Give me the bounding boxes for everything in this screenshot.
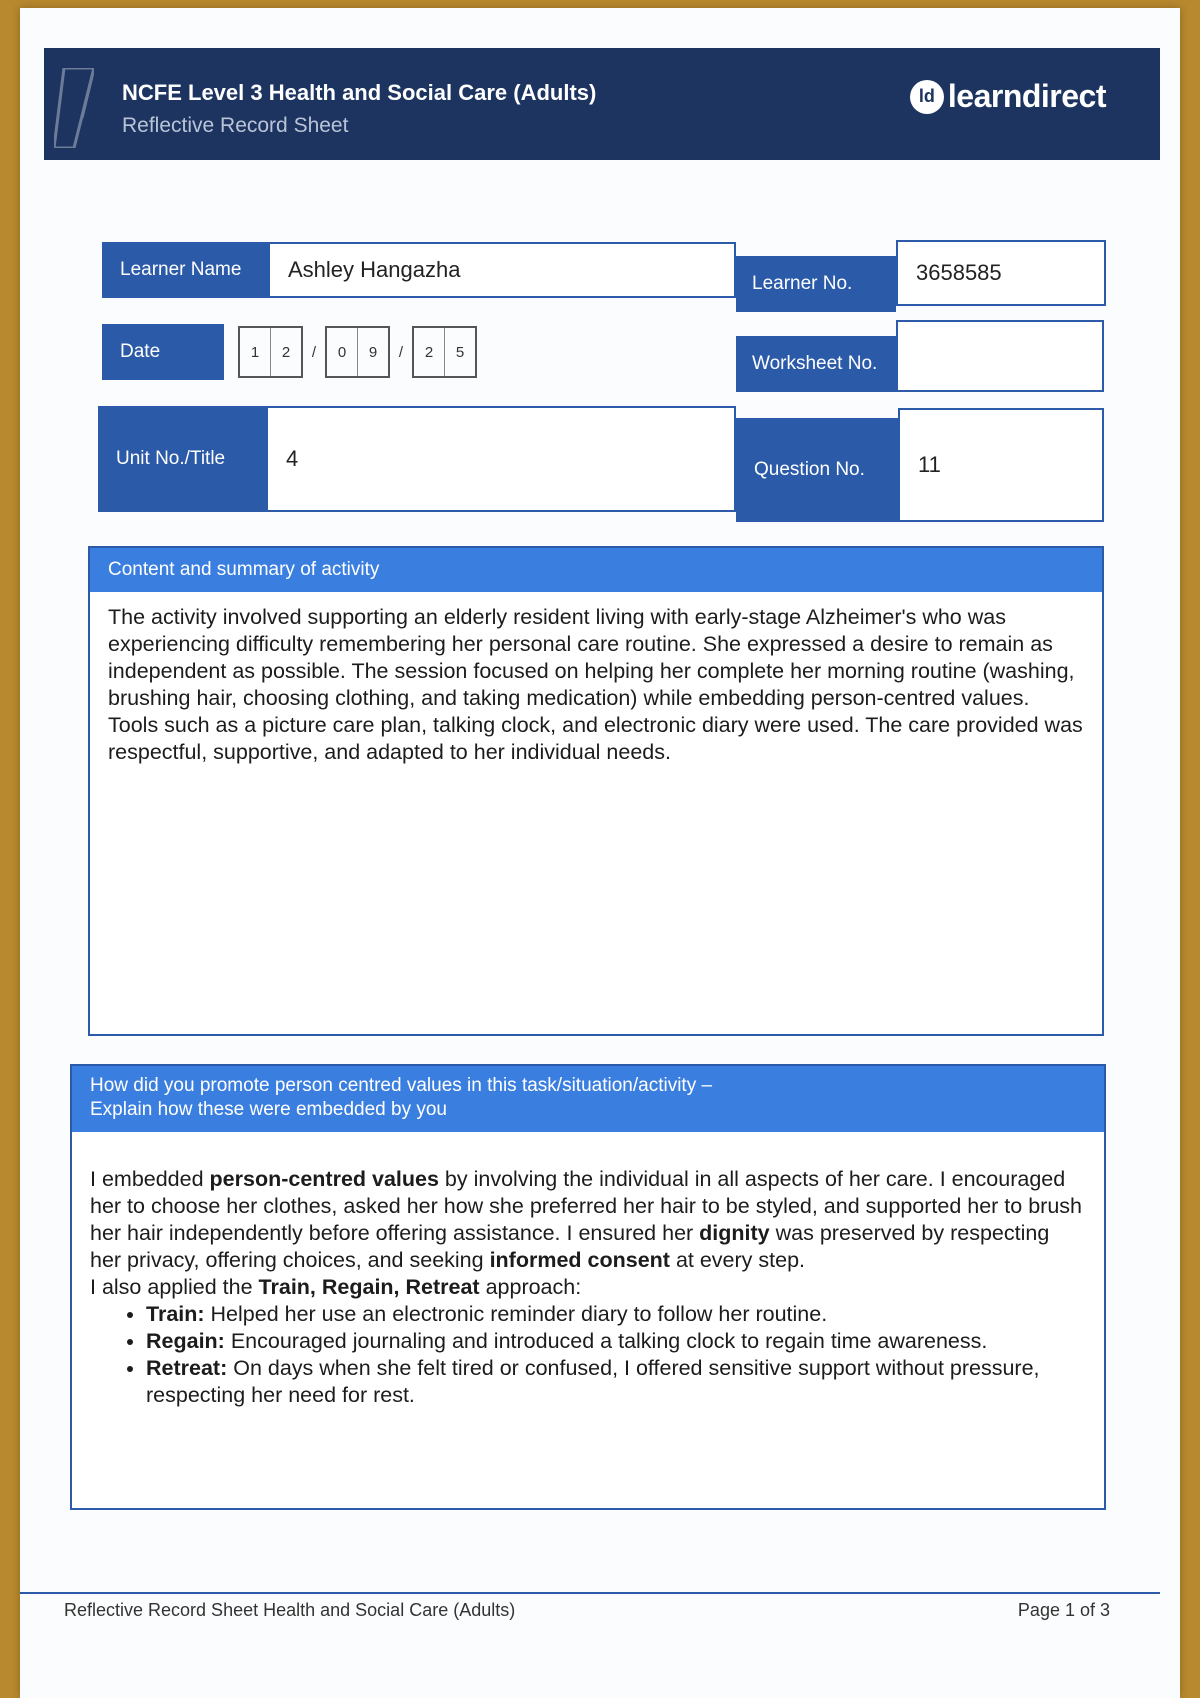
worksheet-no-value [896, 320, 1104, 392]
values-paragraph-1 [90, 1166, 1086, 1274]
bold-term: dignity [699, 1221, 770, 1245]
decorative-stripes [54, 68, 94, 148]
learner-name-value: Ashley Hangazha [270, 242, 736, 298]
date-digit: 2 [424, 343, 434, 361]
date-digit: 5 [444, 328, 475, 376]
document-title: NCFE Level 3 Health and Social Care (Adults) [122, 80, 597, 105]
date-digit: 1 [250, 343, 260, 361]
date-digit: 9 [357, 328, 388, 376]
date-day [238, 326, 303, 378]
learner-no-value: 3658585 [896, 240, 1106, 306]
date-year [412, 326, 477, 378]
summary-body [90, 592, 1102, 778]
learner-no-label: Learner No. [736, 256, 896, 312]
date-month [325, 326, 390, 378]
list-item [146, 1355, 1086, 1409]
values-heading-line2: Explain how these were embedded by you [90, 1099, 448, 1120]
summary-text: The activity involved supporting an elderly resident living with early-stage Alzheimer's who was experiencing difficulty remembering her personal care routine. She expressed a desire to remain as independent as possible. The session focused on helping her complete her morning routine (washing, brushing hair, choosing clothing, and taking medication) while embedding person-centred values. Tools such as a picture care plan, talking clock, and electronic diary were used. The care provided was respectful, supportive, and adapted to her individual needs. [108, 605, 1083, 764]
bullet-text: On days when she felt tired or confused, I offered sensitive support without pressure, respecting her need for rest. [146, 1356, 1040, 1407]
values-body [72, 1132, 1104, 1421]
summary-section [88, 546, 1104, 1036]
text-run: I also applied the [90, 1275, 259, 1299]
bold-term: person-centred values [209, 1167, 439, 1191]
date-label: Date [102, 324, 224, 380]
list-item [146, 1301, 1086, 1328]
footer-page-number: Page 1 of 3 [1017, 1600, 1110, 1620]
learner-name-label: Learner Name [102, 242, 270, 298]
bullet-text: Encouraged journaling and introduced a talking clock to regain time awareness. [224, 1329, 988, 1353]
logo-text: learndirect [947, 78, 1106, 114]
bold-term: Train, Regain, Retreat [258, 1275, 480, 1299]
learndirect-logo [910, 78, 1106, 115]
logo-mark-icon: ld [910, 80, 944, 114]
bullet-term: Train: [146, 1302, 205, 1326]
date-separator: / [398, 343, 404, 361]
values-paragraph-2 [90, 1274, 1086, 1301]
worksheet-no-label: Worksheet No. [736, 336, 896, 392]
document-subtitle: Reflective Record Sheet [122, 114, 349, 137]
date-digit: 2 [270, 328, 301, 376]
question-no-label: Question No. [736, 418, 898, 522]
unit-label: Unit No./Title [98, 406, 268, 512]
bullet-term: Retreat: [146, 1356, 228, 1380]
footer-document-name: Reflective Record Sheet Health and Social Care (Adults) [64, 1600, 516, 1620]
list-item [146, 1328, 1086, 1355]
text-run: by involving the individual in all aspects of her care. I encouraged her to choose her clothes, asked her how she preferred her hair to be styled, and supported her to brush her hair independently before offering assistance. I ensured her [90, 1167, 1082, 1245]
text-run: was preserved by respecting her privacy, offering choices, and seeking [90, 1221, 1050, 1272]
page-header [44, 48, 1160, 160]
approach-list [90, 1301, 1086, 1409]
bullet-term: Regain: [146, 1329, 225, 1353]
date-separator: / [311, 343, 317, 361]
question-no-value: 11 [898, 408, 1104, 522]
bold-term: informed consent [489, 1248, 670, 1272]
unit-value: 4 [268, 406, 736, 512]
summary-heading: Content and summary of activity [90, 548, 1102, 592]
values-heading-line1: How did you promote person centred values in this task/situation/activity – [90, 1075, 713, 1096]
text-run: I embedded [90, 1167, 210, 1191]
bullet-text: Helped her use an electronic reminder diary to follow her routine. [204, 1302, 828, 1326]
values-heading [72, 1066, 1104, 1132]
values-section [70, 1064, 1106, 1510]
footer-divider [20, 1592, 1160, 1594]
text-run: at every step. [669, 1248, 806, 1272]
date-boxes [238, 324, 477, 380]
date-digit: 0 [337, 343, 347, 361]
text-run: approach: [479, 1275, 582, 1299]
